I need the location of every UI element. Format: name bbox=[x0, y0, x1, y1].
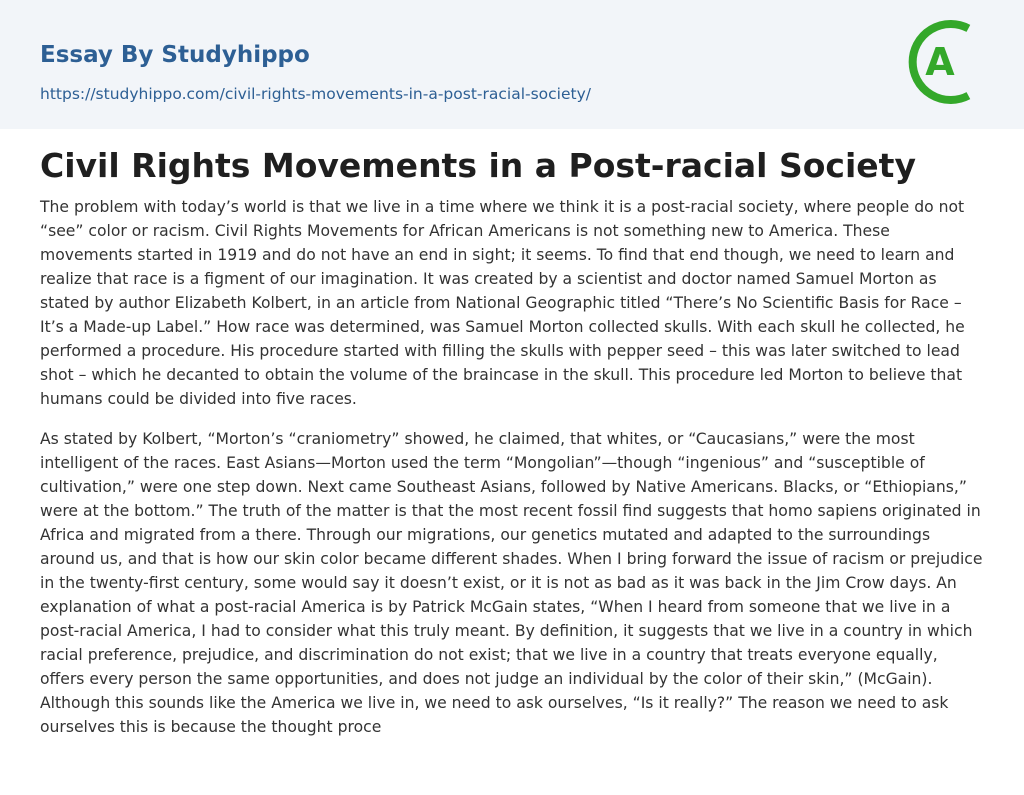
essay-title: Civil Rights Movements in a Post-racial Society bbox=[40, 146, 916, 185]
site-brand: Essay By Studyhippo bbox=[40, 42, 310, 68]
source-url-link[interactable]: https://studyhippo.com/civil-rights-movements-in-a-post-racial-society/ bbox=[40, 85, 591, 103]
page-header bbox=[0, 0, 1024, 129]
studyhippo-logo-icon[interactable] bbox=[898, 18, 986, 106]
essay-paragraph-1: The problem with today’s world is that we live in a time where we think it is a post-racial society, where people do not “see” color or racism. Civil Rights Movements for African Americans is not something new to America. These movements started in 1919 and do not have an end in sight; it seems. To find that end though, we need to learn and realize that race is a figment of our imagination. It was created by a scientist and doctor named Samuel Morton as stated by author Elizabeth Kolbert, in an article from National Geographic titled “There’s No Scientific Basis for Race – It’s a Made-up Label.” How race was determined, was Samuel Morton collected skulls. With each skull he collected, he performed a procedure. His procedure started with filling the skulls with pepper seed – this was later switched to lead shot – which he decanted to obtain the volume of the braincase in the skull. This procedure led Morton to believe that humans could be divided into five races. bbox=[40, 198, 965, 408]
logo-letter: A bbox=[925, 40, 955, 84]
essay-paragraph-2: As stated by Kolbert, “Morton’s “craniometry” showed, he claimed, that whites, or “Caucasians,” were the most intelligent of the races. East Asians—Morton used the term “Mongolian”—though “ingenious” and “susceptible of cultivation,” were one step down. Next came Southeast Asians, followed by Native Americans. Blacks, or “Ethiopians,” were at the bottom.” The truth of the matter is that the most recent fossil find suggests that homo sapiens originated in Africa and migrated from a there. Through our migrations, our genetics mutated and adapted to the surroundings around us, and that is how our skin color became different shades. When I bring forward the issue of racism or prejudice in the twenty-first century, some would say it doesn’t exist, or it is not as bad as it was back in the Jim Crow days. An explanation of what a post-racial America is by Patrick McGain states, “When I heard from someone that we live in a post-racial America, I had to consider what this truly meant. By definition, it suggests that we live in a country in which racial preference, prejudice, and discrimination do not exist; that we live in a country that treats everyone equally, offers every person the same opportunities, and does not judge an individual by the color of their skin,” (McGain). Although this sounds like the America we live in, we need to ask ourselves, “Is it really?” The reason we need to ask ourselves this is because the thought proce bbox=[40, 430, 983, 736]
essay-body bbox=[40, 195, 986, 755]
